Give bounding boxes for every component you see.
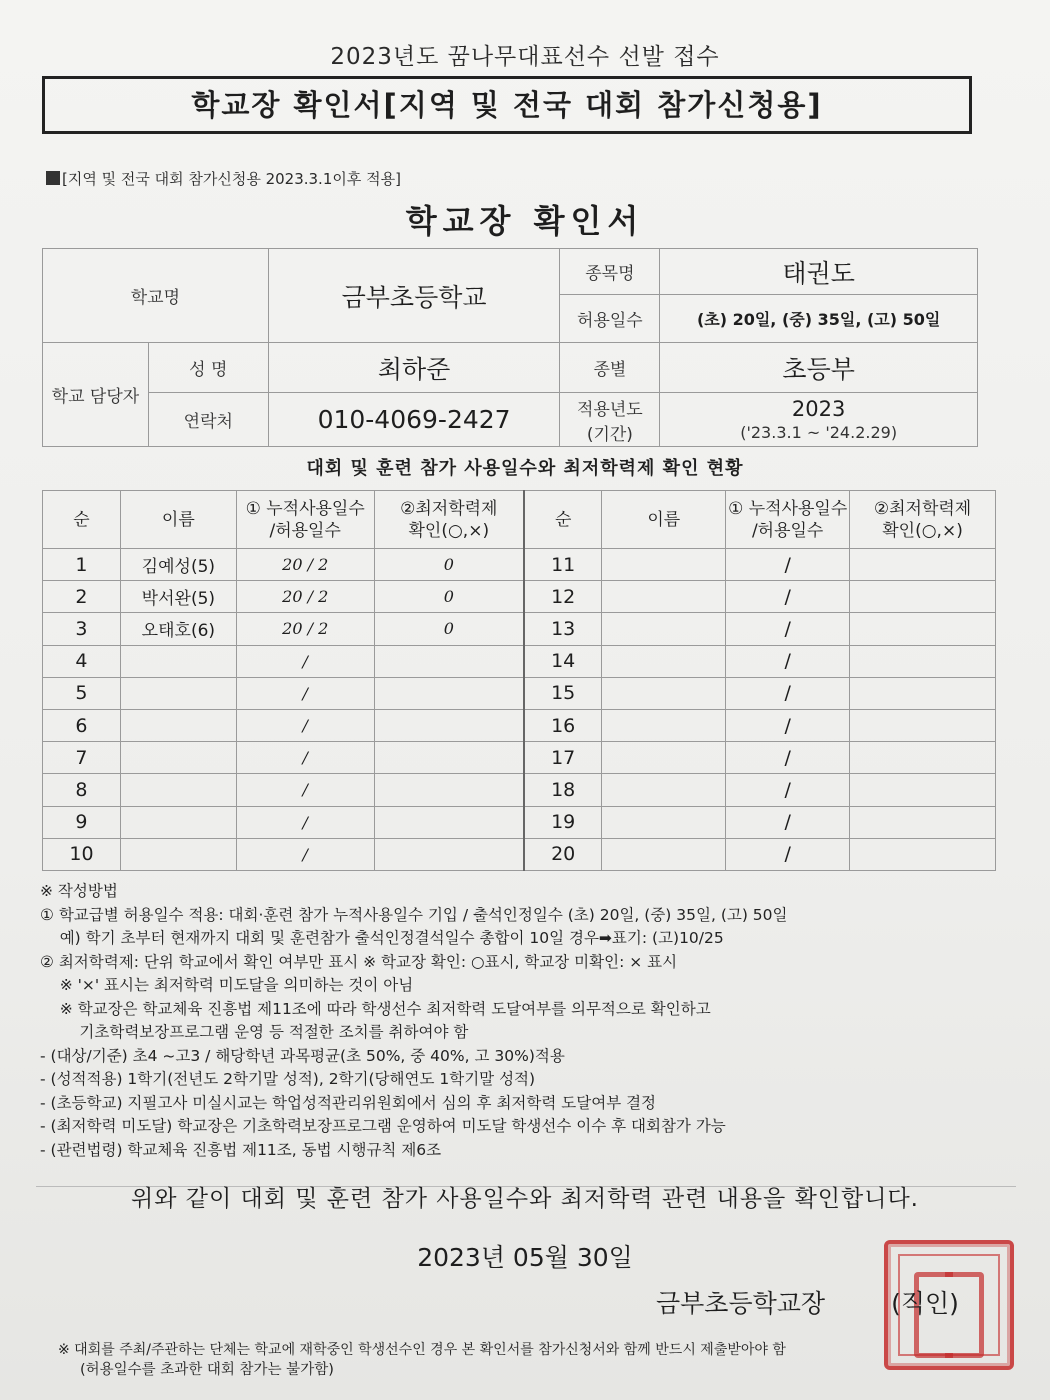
participation-table (42, 490, 996, 871)
table-row (43, 709, 996, 741)
year-cell (560, 393, 660, 447)
cell-usage: / (236, 709, 374, 741)
cell-academic (374, 677, 524, 709)
cell-name (602, 549, 726, 581)
cell-name (120, 742, 236, 774)
cell-usage: / (236, 742, 374, 774)
header-usage-line1-right: ① 누적사용일수 (728, 498, 848, 519)
cell-no: 2 (43, 581, 121, 613)
cell-no: 17 (524, 742, 602, 774)
header-academic (374, 491, 524, 549)
cell-no: 12 (524, 581, 602, 613)
instruction-line: - (초등학교) 지필고사 미실시교는 학업성적관리위원회에서 심의 후 최저학력 도달여부 결정 (40, 1093, 657, 1112)
instruction-line: ① 학교급별 허용일수 적용: 대회·훈련 참가 누적사용일수 기입 / 출석인정일수 (초) 20일, (중) 35일, (고) 50일 (40, 905, 788, 924)
cell-no: 3 (43, 613, 121, 645)
confirmation-text: 위와 같이 대회 및 훈련 참가 사용일수와 최저학력 관련 내용을 확인합니다. (131, 1186, 919, 1212)
table-row (43, 838, 996, 870)
cell-usage: / (236, 645, 374, 677)
cell-name (120, 709, 236, 741)
cell-usage: 20 / 2 (236, 549, 374, 581)
header-name: 이름 (120, 491, 236, 549)
instructions-heading: ※ 작성방법 (40, 882, 118, 900)
table-row (43, 549, 996, 581)
box-title: 학교장 확인서[지역 및 전국 대회 참가신청용] (42, 76, 972, 134)
cell-usage: 20 / 2 (236, 581, 374, 613)
cell-academic (374, 645, 524, 677)
school-name: 금부초등학교 (268, 249, 560, 343)
sub-note (46, 168, 401, 189)
cell-academic (850, 774, 996, 806)
cell-no: 4 (43, 645, 121, 677)
section-title: 대회 및 훈련 참가 사용일수와 최저학력제 확인 현황 (306, 458, 744, 479)
cell-no: 1 (43, 549, 121, 581)
instruction-line: - (성적적용) 1학기(전년도 2학기말 성적), 2학기(당해연도 1학기말 성적) (40, 1070, 536, 1088)
table-row (43, 742, 996, 774)
cell-name (602, 613, 726, 645)
cell-no: 8 (43, 774, 121, 806)
cell-usage: / (726, 709, 850, 741)
cell-usage: / (236, 677, 374, 709)
cell-academic (850, 677, 996, 709)
cell-no: 11 (524, 549, 602, 581)
doc-title: 학교장 확인서 (405, 202, 645, 240)
cell-usage: / (236, 806, 374, 838)
school-label: 학교명 (43, 249, 269, 343)
instruction-line: 기초학력보장프로그램 운영 등 적절한 조치를 취하여야 함 (40, 1023, 469, 1041)
principal-signature (656, 1284, 959, 1320)
table-row (43, 774, 996, 806)
header-academic-line1: ②최저학력제 (400, 498, 498, 519)
cell-name: 김예성(5) (120, 549, 236, 581)
cell-name (120, 677, 236, 709)
cell-usage: / (726, 806, 850, 838)
cell-academic (850, 581, 996, 613)
header-usage (236, 491, 374, 549)
cell-academic (374, 806, 524, 838)
division-value: 초등부 (660, 343, 978, 393)
table-row (43, 677, 996, 709)
sport-name: 태권도 (660, 249, 978, 295)
footnote (58, 1340, 1018, 1380)
instruction-line: ※ 학교장은 학교체육 진흥법 제11조에 따라 학생선수 최저학력 도달여부를 의무적으로 확인하고 (40, 999, 711, 1018)
cell-name (120, 645, 236, 677)
cell-no: 13 (524, 613, 602, 645)
cell-no: 20 (524, 838, 602, 870)
year-value-cell (660, 393, 978, 447)
cell-academic (850, 806, 996, 838)
square-bullet-icon (46, 171, 60, 185)
name-label: 성 명 (148, 343, 268, 393)
top-line: 2023년도 꿈나무대표선수 선발 접수 (330, 44, 720, 70)
cell-name: 박서완(5) (120, 581, 236, 613)
cell-no: 14 (524, 645, 602, 677)
header-academic-line2-right: 확인(○,×) (882, 520, 963, 541)
seal-label: (직인) (891, 1289, 959, 1318)
table-row (43, 645, 996, 677)
cell-academic: 0 (374, 549, 524, 581)
cell-name (120, 774, 236, 806)
manager-label: 학교 담당자 (43, 343, 149, 447)
year-label-sub: (기간) (586, 424, 633, 445)
cell-no: 15 (524, 677, 602, 709)
cell-academic (850, 549, 996, 581)
name-value: 최하준 (268, 343, 560, 393)
cell-usage: / (236, 838, 374, 870)
cell-no: 6 (43, 709, 121, 741)
division-label: 종별 (560, 343, 660, 393)
cell-no: 16 (524, 709, 602, 741)
cell-name (602, 838, 726, 870)
contact-value: 010-4069-2427 (268, 393, 560, 447)
header-name-right: 이름 (602, 491, 726, 549)
table-header-row (43, 491, 996, 549)
header-no: 순 (43, 491, 121, 549)
cell-academic (850, 838, 996, 870)
cell-usage: / (726, 581, 850, 613)
cell-academic (374, 742, 524, 774)
cell-usage: / (726, 774, 850, 806)
instruction-line: - (대상/기준) 초4 ~고3 / 해당학년 과목평균(초 50%, 중 40%, 고 30%)적용 (40, 1046, 565, 1065)
sub-note-text: [지역 및 전국 대회 참가신청용 2023.3.1이후 적용] (62, 170, 401, 188)
header-academic-right (850, 491, 996, 549)
allowed-value: (초) 20일, (중) 35일, (고) 50일 (660, 295, 978, 343)
cell-name (602, 709, 726, 741)
footnote-line2: (허용일수를 초과한 대회 참가는 불가함) (80, 1362, 334, 1378)
year-label: 적용년도 (577, 399, 643, 420)
cell-no: 5 (43, 677, 121, 709)
header-usage-right (726, 491, 850, 549)
cell-academic (850, 709, 996, 741)
header-usage-line1: ① 누적사용일수 (245, 498, 365, 519)
table-row (43, 581, 996, 613)
cell-academic: 0 (374, 581, 524, 613)
sport-label: 종목명 (560, 249, 660, 295)
table-body (43, 549, 996, 871)
instruction-line: - (관련법령) 학교체육 진흥법 제11조, 동법 시행규칙 제6조 (40, 1140, 442, 1159)
header-usage-line2: /허용일수 (269, 520, 341, 541)
cell-name (602, 677, 726, 709)
footnote-line1: ※ 대회를 주최/주관하는 단체는 학교에 재학중인 학생선수인 경우 본 확인서를 참가신청서와 함께 반드시 제출받아야 함 (58, 1342, 786, 1358)
instruction-line: ② 최저학력제: 단위 학교에서 확인 여부만 표시 ※ 학교장 확인: ○표시, 학교장 미확인: × 표시 (40, 952, 678, 971)
cell-name (602, 806, 726, 838)
cell-name: 오태호(6) (120, 613, 236, 645)
cell-usage: / (726, 677, 850, 709)
cell-academic: 0 (374, 613, 524, 645)
cell-name (602, 645, 726, 677)
header-usage-line2-right: /허용일수 (751, 520, 824, 541)
info-table (42, 248, 978, 447)
cell-no: 19 (524, 806, 602, 838)
table-row (43, 806, 996, 838)
year-value: 2023 (791, 397, 846, 421)
contact-label: 연락처 (148, 393, 268, 447)
instruction-line: 예) 학기 초부터 현재까지 대회 및 훈련참가 출석인정결석일수 총합이 10일 경우➡표기: (고)10/25 (40, 929, 724, 947)
header-academic-line1-right: ②최저학력제 (873, 498, 972, 519)
cell-academic (850, 645, 996, 677)
cell-usage: / (726, 613, 850, 645)
cell-academic (374, 838, 524, 870)
year-period: ('23.3.1 ~ '24.2.29) (740, 423, 898, 442)
header-no-right: 순 (524, 491, 602, 549)
principal-name: 금부초등학교장 (656, 1289, 826, 1318)
allowed-label: 허용일수 (560, 295, 660, 343)
cell-usage: / (726, 838, 850, 870)
cell-name (602, 742, 726, 774)
cell-usage: / (726, 742, 850, 774)
cell-name (120, 806, 236, 838)
header-academic-line2: 확인(○,×) (408, 520, 490, 541)
cell-no: 10 (43, 838, 121, 870)
cell-usage: / (726, 549, 850, 581)
cell-usage: / (236, 774, 374, 806)
cell-name (120, 838, 236, 870)
instruction-line: ※ '×' 표시는 최저학력 미도달을 의미하는 것이 아님 (40, 976, 414, 994)
cell-name (602, 774, 726, 806)
cell-no: 9 (43, 806, 121, 838)
cell-academic (850, 742, 996, 774)
issue-date: 2023년 05월 30일 (417, 1243, 633, 1272)
cell-usage: 20 / 2 (236, 613, 374, 645)
cell-name (602, 581, 726, 613)
table-row (43, 613, 996, 645)
instructions (40, 880, 1020, 1162)
cell-academic (850, 613, 996, 645)
cell-academic (374, 774, 524, 806)
instruction-line: - (최저학력 미도달) 학교장은 기초학력보장프로그램 운영하여 미도달 학생선수 이수 후 대회참가 가능 (40, 1117, 726, 1135)
cell-academic (374, 709, 524, 741)
cell-no: 18 (524, 774, 602, 806)
cell-no: 7 (43, 742, 121, 774)
cell-usage: / (726, 645, 850, 677)
